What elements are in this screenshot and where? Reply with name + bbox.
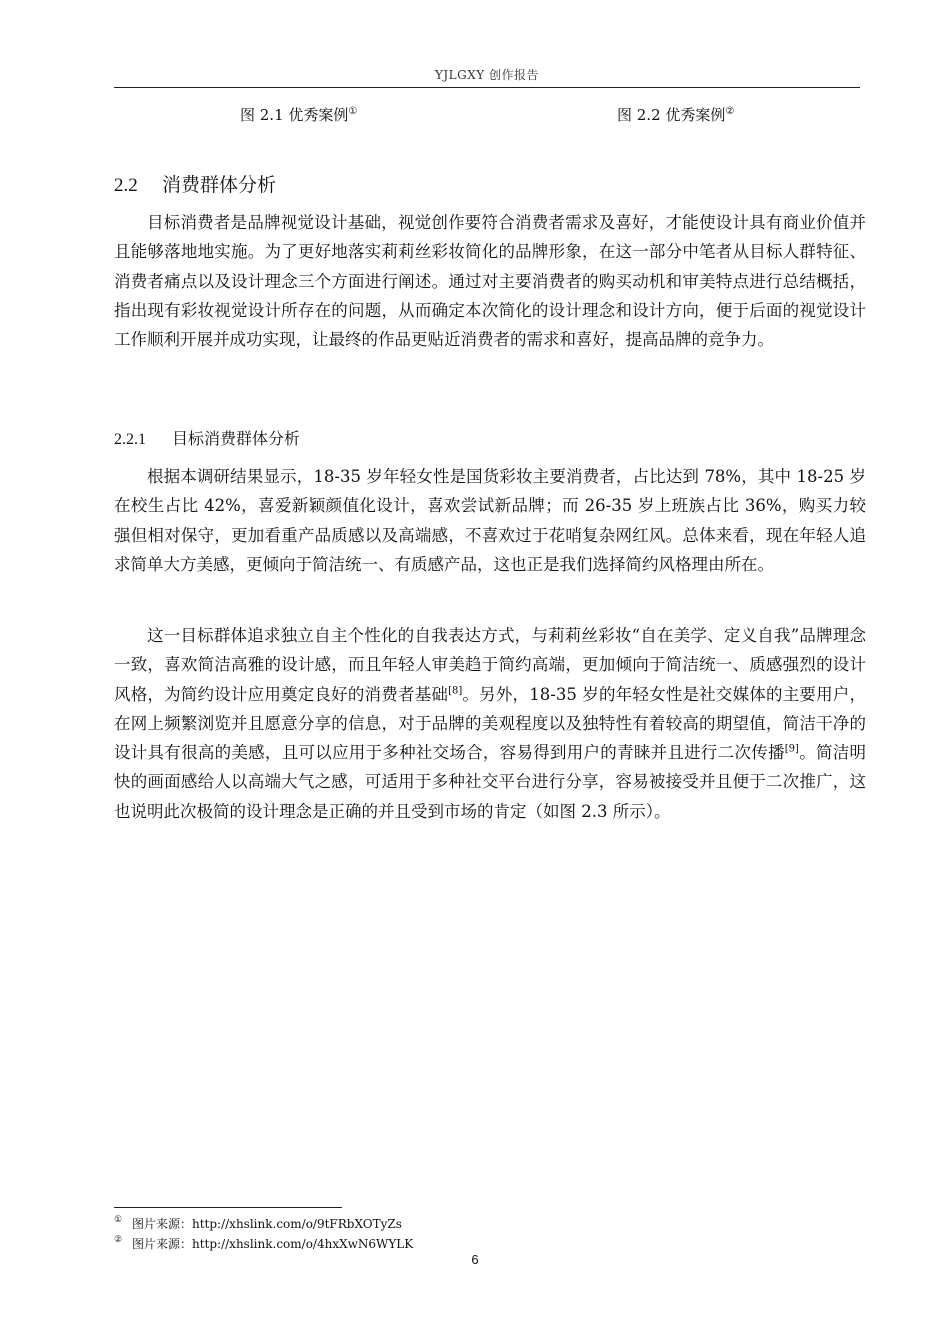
page-number: 6 <box>471 1252 479 1267</box>
footnote-mark: ② <box>725 106 735 117</box>
figure-caption-2-1 <box>240 104 357 125</box>
subsection-heading <box>114 426 300 449</box>
paragraph-target-group <box>114 621 866 826</box>
footnote-mark: ② <box>114 1235 123 1245</box>
footnote <box>114 1235 413 1252</box>
page-header: YJLGXY 创作报告 <box>434 68 540 82</box>
footnote-rule <box>114 1207 342 1208</box>
figure-caption-2-2 <box>617 104 734 125</box>
footnote-mark: ① <box>114 1215 123 1225</box>
paragraph-text: 这一目标群体追求独立自主个性化的自我表达方式，与莉莉丝彩妆“自在美学、定义自我”品牌理念一致，喜欢简洁高雅的设计感，而且年轻人审美趋于简约高端，更加倾向于简洁统一、质感强烈的设计风格，为简约设计应用奠定良好的消费者基础 <box>114 626 866 704</box>
caption-text: 图 2.2 优秀案例 <box>617 106 726 124</box>
citation-ref: [9] <box>784 743 799 755</box>
paragraph-survey: 根据本调研结果显示，18-35 岁年轻女性是国货彩妆主要消费者，占比达到 78%，其中 18-25 岁在校生占比 42%，喜爱新颖颜值化设计，喜欢尝试新品牌；而 26-35 岁上班族占比 36%，购买力较强但相对保守，更加看重产品质感以及高端感，不喜欢过于花哨复杂网红风。总体来看，现在年轻人追求简单大方美感，更倾向于简洁统一、有质感产品，这也正是我们选择简约风格理由所在。 <box>114 467 866 574</box>
footnote <box>114 1215 402 1232</box>
paragraph-text: 。另外，18-35 岁的年轻女性是社交媒体的主要用户，在网上频繁浏览并且愿意分享的信息，对于品牌的美观程度以及独特性有着较高的期望值，简洁干净的设计具有很高的美感，且可以应用于多种社交场合，容易得到用户的青睐并且进行二次传播 <box>114 684 867 763</box>
citation-ref: [8] <box>448 685 463 697</box>
footnote-mark: ① <box>348 106 358 117</box>
subsection-number: 2.2.1 <box>114 431 146 448</box>
footnote-text: 图片来源：http://xhslink.com/o/4hxXwN6WYLK <box>132 1237 414 1251</box>
section-heading <box>114 170 276 197</box>
footnote-text: 图片来源：http://xhslink.com/o/9tFRbXOTyZs <box>132 1217 402 1231</box>
section-number: 2.2 <box>114 175 138 196</box>
paragraph-intro: 目标消费者是品牌视觉设计基础，视觉创作要符合消费者需求及喜好，才能使设计具有商业价值并且能够落地地实施。为了更好地落实莉莉丝彩妆简化的品牌形象，在这一部分中笔者从目标人群特征、消费者痛点以及设计理念三个方面进行阐述。通过对主要消费者的购买动机和审美特点进行总结概括，指出现有彩妆视觉设计所存在的问题，从而确定本次简化的设计理念和设计方向，便于后面的视觉设计工作顺利开展并成功实现，让最终的作品更贴近消费者的需求和喜好，提高品牌的竞争力。 <box>114 213 866 350</box>
header-rule <box>114 87 860 88</box>
section-title: 消费群体分析 <box>162 174 277 196</box>
subsection-title: 目标消费群体分析 <box>172 429 301 448</box>
paragraph-text: 。简洁明快的画面感给人以高端大气之感，可适用于多种社交平台进行分享，容易被接受并且便于二次推广，这也说明此次极简的设计理念是正确的并且受到市场的肯定（如图 2.3 所示）。 <box>114 743 867 821</box>
caption-text: 图 2.1 优秀案例 <box>240 106 349 124</box>
